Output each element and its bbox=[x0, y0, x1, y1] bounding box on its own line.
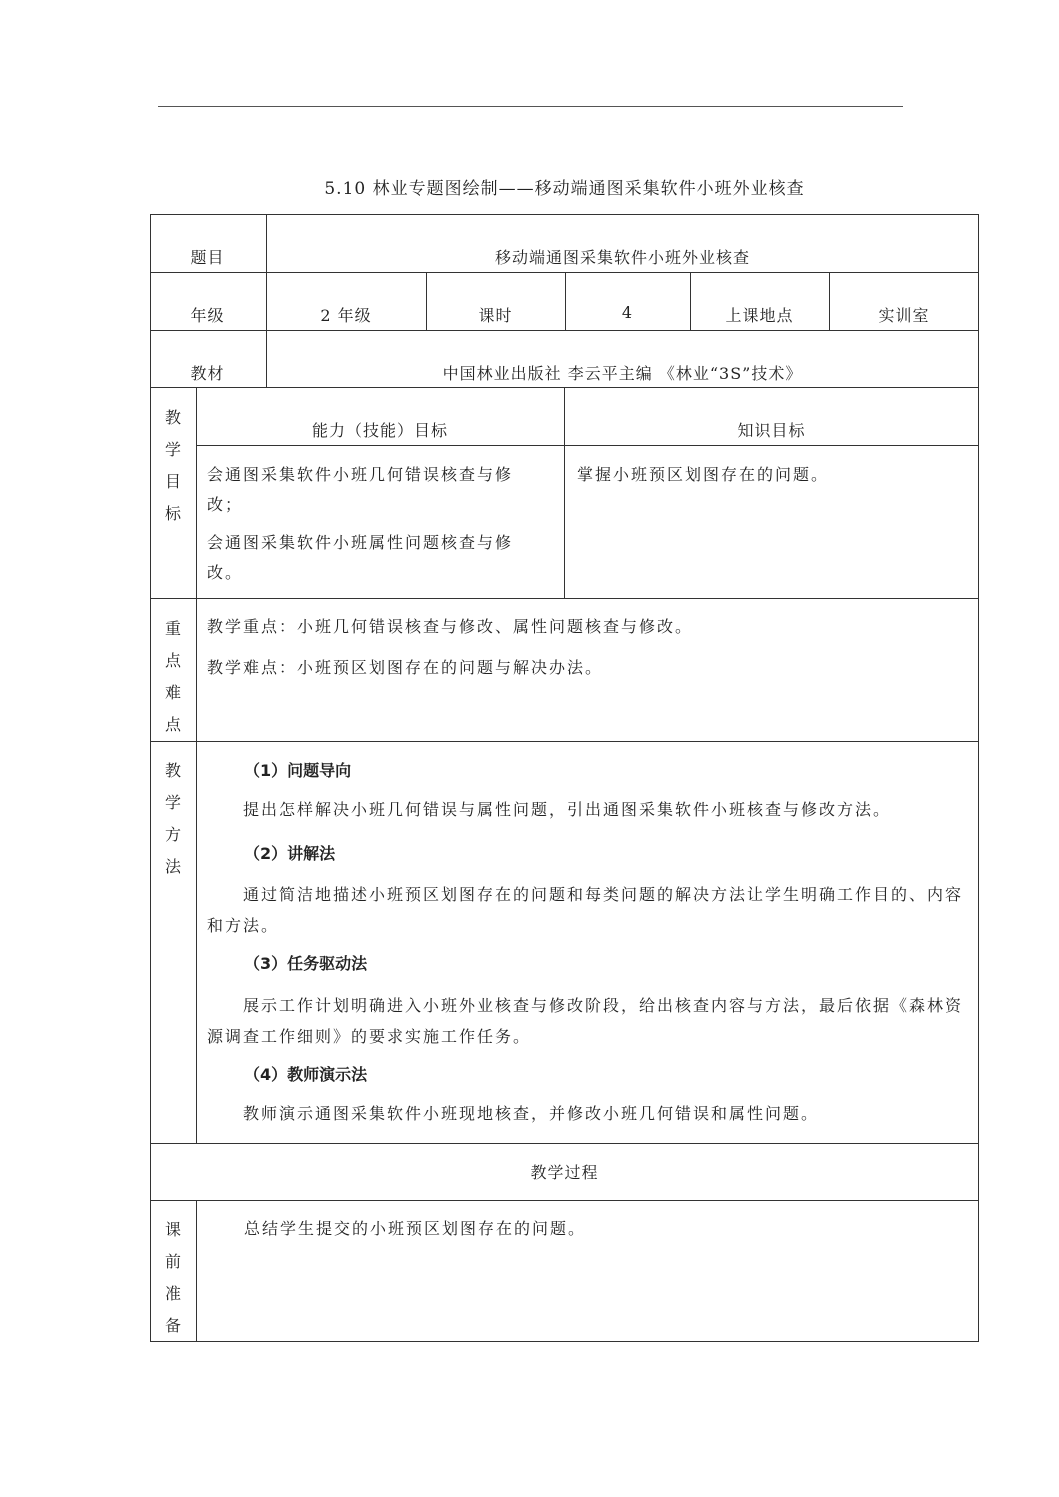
knowledge-goals-header: 知识目标 bbox=[737, 421, 806, 440]
topic-label: 题目 bbox=[190, 248, 225, 267]
place-value: 实训室 bbox=[878, 306, 930, 325]
teaching-goals-side-label: 教 学 目 标 bbox=[164, 408, 181, 523]
process-header: 教学过程 bbox=[530, 1163, 599, 1182]
ability-goal-item: 会通图采集软件小班几何错误核查与修改； bbox=[207, 465, 514, 514]
method-title: （2）讲解法 bbox=[244, 844, 336, 863]
place-label: 上课地点 bbox=[725, 306, 794, 325]
grade-value: 2 年级 bbox=[320, 306, 372, 325]
row-divider bbox=[151, 598, 978, 599]
row-divider bbox=[151, 1143, 978, 1144]
key-points-side-label: 重 点 难 点 bbox=[164, 619, 181, 734]
method-title: （4）教师演示法 bbox=[244, 1065, 368, 1084]
method-title: （1）问题导向 bbox=[244, 761, 352, 780]
textbook-label: 教材 bbox=[190, 364, 225, 383]
ability-goals-header: 能力（技能）目标 bbox=[311, 421, 448, 440]
preparation-text: 总结学生提交的小班预区划图存在的问题。 bbox=[244, 1219, 587, 1238]
header-rule bbox=[158, 106, 903, 107]
ability-goal-item: 会通图采集软件小班属性问题核查与修改。 bbox=[207, 533, 514, 582]
document-title: 5.10 林业专题图绘制——移动端通图采集软件小班外业核查 bbox=[324, 179, 805, 199]
topic-value: 移动端通图采集软件小班外业核查 bbox=[494, 248, 750, 267]
key-point-text: 教学重点：小班几何错误核查与修改、属性问题核查与修改。 bbox=[207, 617, 694, 636]
grade-label: 年级 bbox=[190, 306, 225, 325]
method-text: 教师演示通图采集软件小班现地核查，并修改小班几何错误和属性问题。 bbox=[243, 1104, 820, 1123]
method-title: （3）任务驱动法 bbox=[244, 954, 368, 973]
column-divider bbox=[196, 387, 197, 1143]
hours-value: 4 bbox=[621, 303, 634, 322]
textbook-value: 中国林业出版社 李云平主编 《林业“3S”技术》 bbox=[442, 364, 803, 383]
knowledge-goal-item: 掌握小班预区划图存在的问题。 bbox=[577, 465, 830, 484]
row-divider bbox=[151, 330, 978, 331]
method-text: 提出怎样解决小班几何错误与属性问题，引出通图采集软件小班核查与修改方法。 bbox=[243, 800, 892, 819]
method-text: 展示工作计划明确进入小班外业核查与修改阶段，给出核查内容与方法，最后依据《森林资源调查工作细则》的要求实施工作任务。 bbox=[207, 996, 964, 1046]
column-divider bbox=[196, 1200, 197, 1341]
row-divider bbox=[151, 741, 978, 742]
methods-side-label: 教 学 方 法 bbox=[164, 761, 181, 876]
row-divider bbox=[196, 445, 978, 446]
difficulty-text: 教学难点：小班预区划图存在的问题与解决办法。 bbox=[207, 658, 604, 677]
hours-label: 课时 bbox=[478, 306, 513, 325]
preparation-side-label: 课 前 准 备 bbox=[164, 1220, 181, 1335]
row-divider bbox=[151, 1200, 978, 1201]
method-text: 通过简洁地描述小班预区划图存在的问题和每类问题的解决方法让学生明确工作目的、内容和方法。 bbox=[207, 885, 964, 935]
